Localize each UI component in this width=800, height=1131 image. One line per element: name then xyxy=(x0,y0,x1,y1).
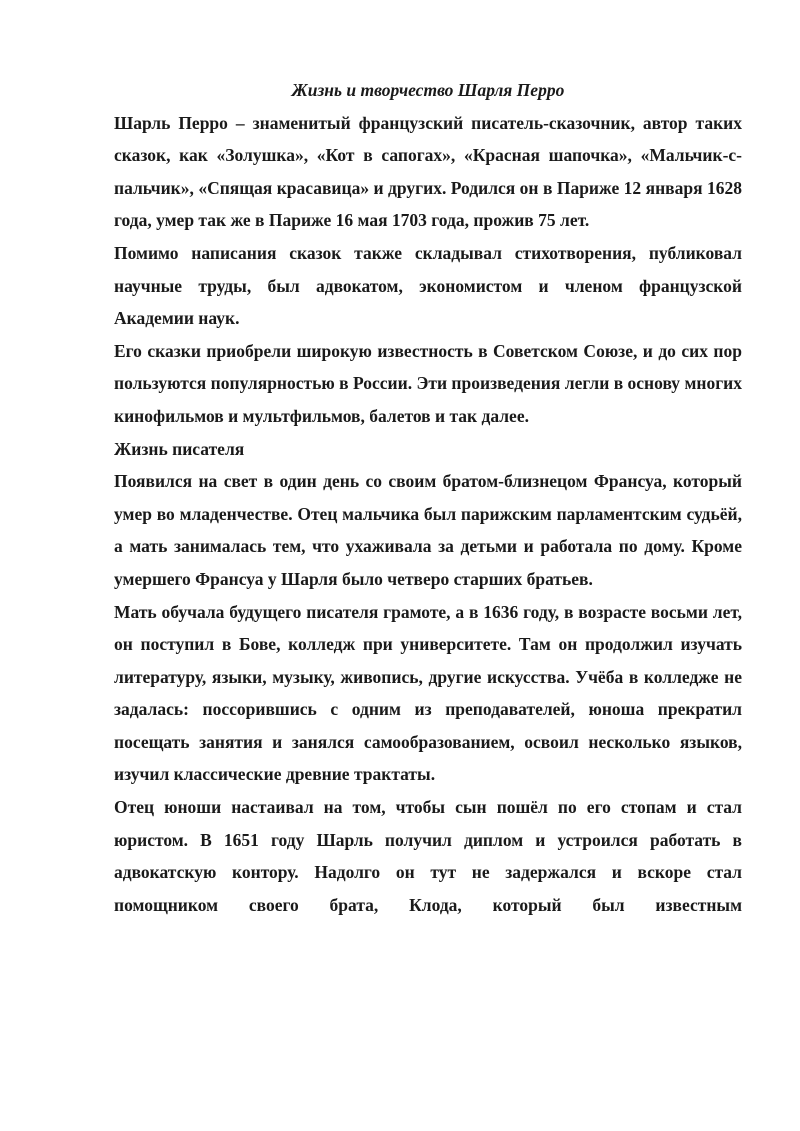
paragraph-education: Мать обучала будущего писателя грамоте, а в 1636 году, в возрасте восьми лет, он поступил в Бове, колледж при университете. Там он продолжил изучать литературу, языки, музыку, живопись, другие искусства. Учёба в колледже не задалась: поссорившись с одним из преподавателей, юноша прекратил посещать занятия и занялся самообразованием, освоил несколько языков, изучил классические древние трактаты. xyxy=(114,601,742,785)
paragraph-birth: Появился на свет в один день со своим братом-близнецом Франсуа, который умер во младенчестве. Отец мальчика был парижским парламентским судьёй, а мать занималась тем, что ухаживала за детьми и работала по дому. Кроме умершего Франсуа у Шарля было четверо старших братьев. xyxy=(114,471,742,589)
document-body xyxy=(114,74,742,921)
document-title: Жизнь и творчество Шарля Перро xyxy=(291,80,565,100)
paragraph-other-works: Помимо написания сказок также складывал стихотворения, публиковал научные труды, был адвокатом, экономистом и членом французской Академии наук. xyxy=(114,242,742,329)
paragraph-popularity: Его сказки приобрели широкую известность в Советском Союзе, и до сих пор пользуются популярностью в России. Эти произведения легли в основу многих кинофильмов и мультфильмов, балетов и так далее. xyxy=(114,340,742,426)
section-heading: Жизнь писателя xyxy=(114,438,245,459)
paragraph-career: Отец юноши настаивал на том, чтобы сын пошёл по его стопам и стал юристом. В 1651 году Шарль получил диплом и устроился работать в адвокатскую контору. Надолго он тут не задержался и вскоре стал помощником своего брата, Клода, который был известным xyxy=(114,797,742,915)
paragraph-intro: Шарль Перро – знаменитый французский писатель-сказочник, автор таких сказок, как «Золушка», «Кот в сапогах», «Красная шапочка», «Мальчик-с-пальчик», «Спящая красавица» и других. Родился он в Париже 12 января 1628 года, умер так же в Париже 16 мая 1703 года, прожив 75 лет. xyxy=(114,112,742,231)
